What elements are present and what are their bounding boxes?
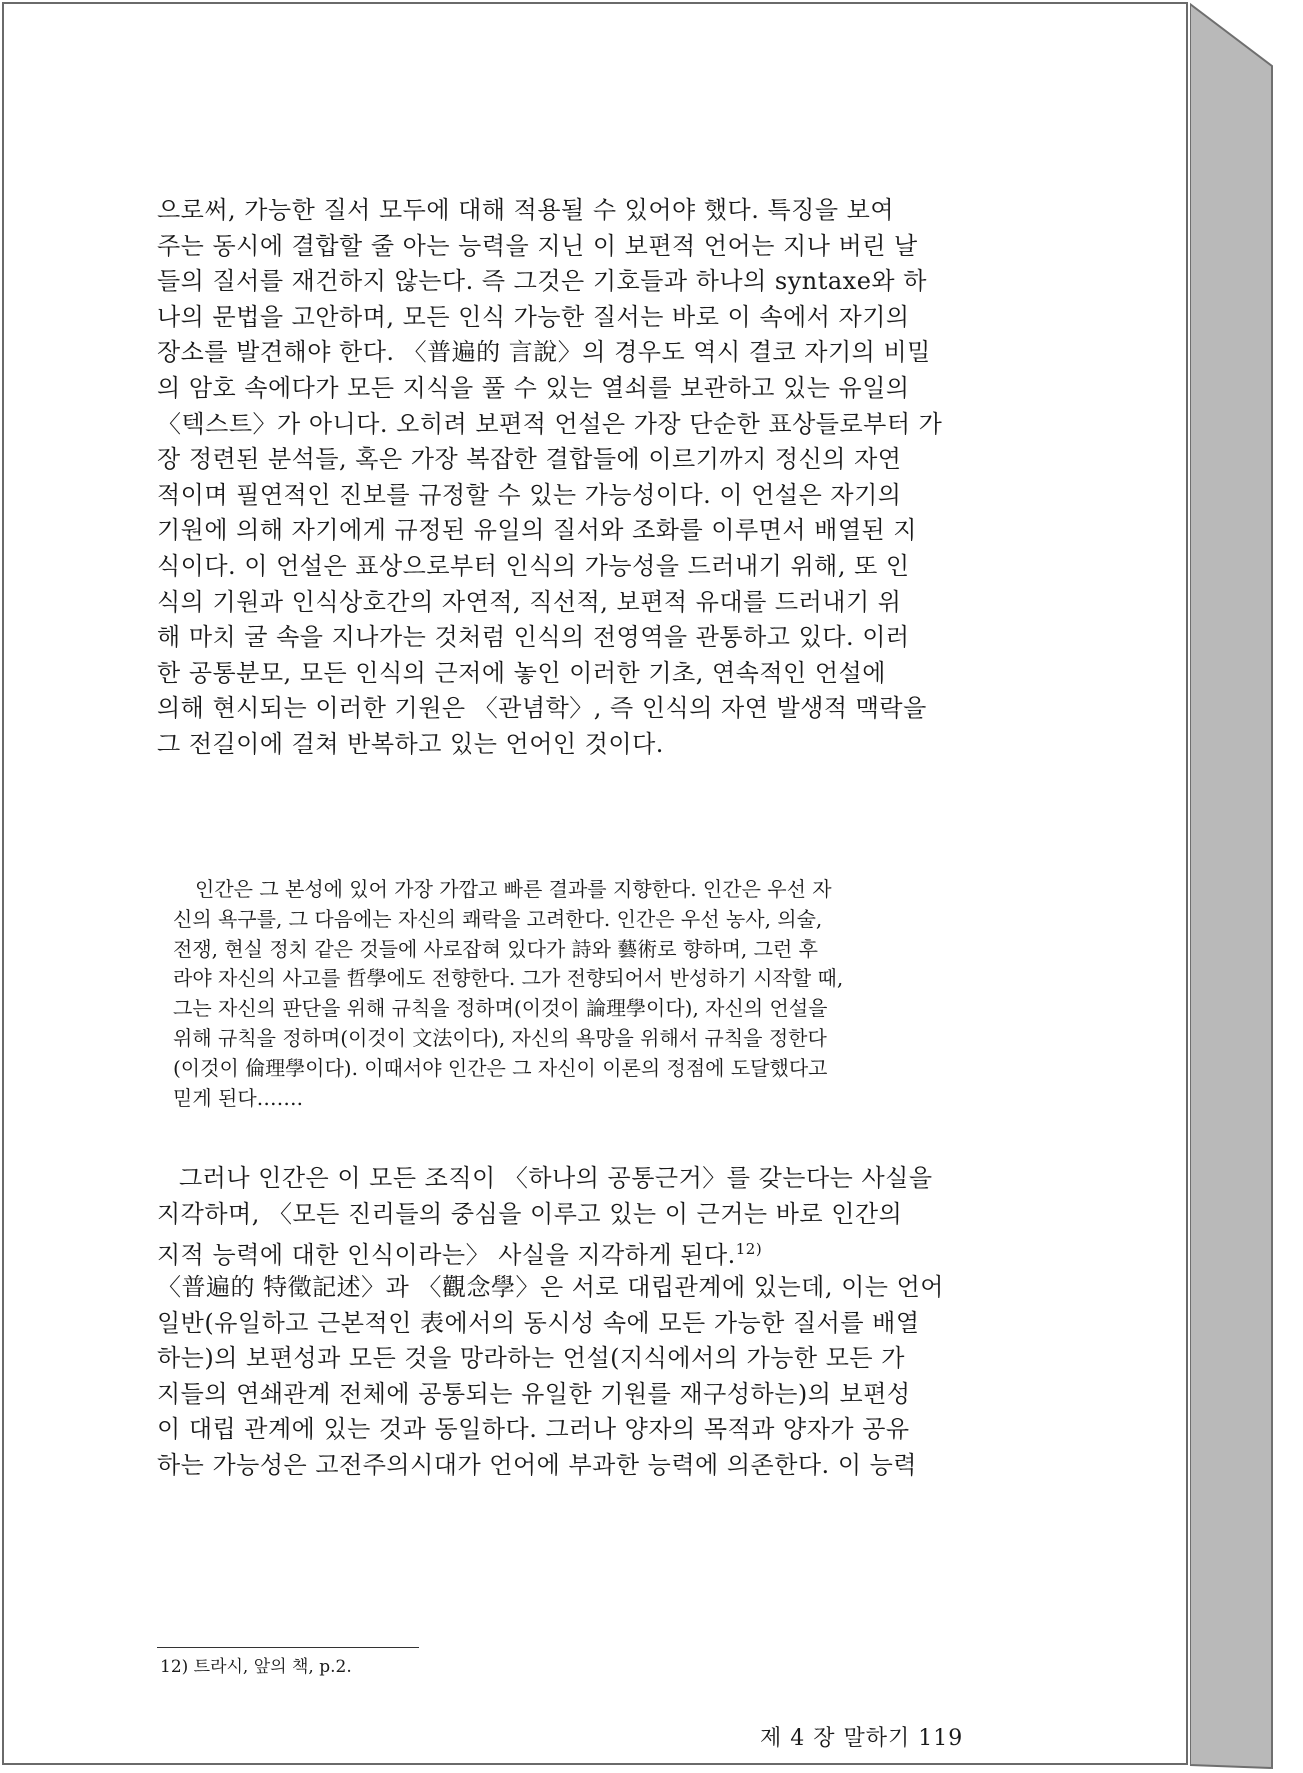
text-line: 지각하며, 〈모든 진리들의 중심을 이루고 있는 이 근거는 바로 인간의	[157, 1199, 903, 1228]
footnote-divider	[157, 1647, 419, 1648]
text-line: 적이며 필연적인 진보를 규정할 수 있는 가능성이다. 이 언설은 자기의	[157, 480, 902, 509]
text-line-content: 지적 능력에 대한 인식이라는〉 사실을 지각하게 된다.	[157, 1241, 736, 1270]
text-line: 〈텍스트〉가 아니다. 오히려 보편적 언설은 가장 단순한 표상들로부터 가	[157, 409, 943, 438]
text-line: 하는 가능성은 고전주의시대가 언어에 부과한 능력에 의존한다. 이 능력	[157, 1450, 917, 1479]
quote-line: 그는 자신의 판단을 위해 규칙을 정하며(이것이 論理學이다), 자신의 언설을	[173, 996, 828, 1021]
text-line: 으로써, 가능한 질서 모두에 대해 적용될 수 있어야 했다. 특징을 보여	[157, 196, 895, 224]
text-line: 그러나 인간은 이 모든 조직이 〈하나의 공통근거〉를 갖는다는 사실을	[179, 1164, 933, 1192]
quote-line: 신의 욕구를, 그 다음에는 자신의 쾌락을 고려한다. 인간은 우선 농사, 의술,	[173, 906, 823, 931]
text-line: 한 공통분모, 모든 인식의 근저에 놓인 이러한 기초, 연속적인 언설에	[157, 658, 886, 687]
text-line: 지들의 연쇄관계 전체에 공통되는 유일한 기원를 재구성하는)의 보편성	[157, 1379, 911, 1408]
text-line: 주는 동시에 결합할 줄 아는 능력을 지닌 이 보편적 언어는 지나 버린 날	[157, 231, 918, 260]
footnote-reference: 12)	[735, 1240, 763, 1259]
text-line: 하는)의 보편성과 모든 것을 망라하는 언설(지식에서의 가능한 모든 가	[157, 1344, 905, 1373]
quote-line: 라야 자신의 사고를 哲學에도 전향한다. 그가 전향되어서 반성하기 시작할 때,	[173, 966, 844, 991]
footnote: 12) 트라시, 앞의 책, p.2.	[160, 1657, 352, 1677]
text-line: 해 마치 굴 속을 지나가는 것처럼 인식의 전영역을 관통하고 있다. 이러	[157, 623, 910, 652]
text-line	[157, 1232, 1007, 1274]
quote-line: 인간은 그 본성에 있어 가장 가깝고 빠른 결과를 지향한다. 인간은 우선 자	[195, 877, 832, 901]
text-line: 의해 현시되는 이러한 기원은 〈관념학〉, 즉 인식의 자연 발생적 맥락을	[157, 694, 927, 723]
quote-line: 전쟁, 현실 정치 같은 것들에 사로잡혀 있다가 詩와 藝術로 향하며, 그런 후	[173, 936, 818, 961]
text-line: 장소를 발견해야 한다. 〈普遍的 言說〉의 경우도 역시 결코 자기의 비밀	[157, 338, 931, 367]
text-line: 식이다. 이 언설은 표상으로부터 인식의 가능성을 드러내기 위해, 또 인	[157, 551, 910, 580]
text-line: 일반(유일하고 근본적인 表에서의 동시성 속에 모든 가능한 질서를 배열	[157, 1308, 920, 1337]
text-line: 기원에 의해 자기에게 규정된 유일의 질서와 조화를 이루면서 배열된 지	[157, 516, 917, 545]
body-paragraph-2	[157, 1161, 1007, 1274]
text-line: 그 전길이에 걸쳐 반복하고 있는 언어인 것이다.	[157, 729, 664, 758]
text-line: 식의 기원과 인식상호간의 자연적, 직선적, 보편적 유대를 드러내기 위	[157, 587, 902, 616]
body-paragraph-3	[157, 1270, 1007, 1484]
body-paragraph-1	[157, 193, 1007, 763]
text-line: 나의 문법을 고안하며, 모든 인식 가능한 질서는 바로 이 속에서 자기의	[157, 302, 910, 331]
text-line: 들의 질서를 재건하지 않는다. 즉 그것은 기호들과 하나의 syntaxe와 하	[157, 267, 927, 296]
text-line: 〈普遍的 特徵記述〉과 〈觀念學〉은 서로 대립관계에 있는데, 이는 언어	[157, 1273, 944, 1301]
page-stack-edge	[1190, 0, 1280, 1773]
quote-line: 위해 규칙을 정하며(이것이 文法이다), 자신의 욕망을 위해서 규칙을 정한다	[173, 1025, 827, 1050]
text-line: 이 대립 관계에 있는 것과 동일하다. 그러나 양자의 목적과 양자가 공유	[157, 1415, 910, 1444]
quote-line: 믿게 된다…….	[173, 1085, 303, 1110]
quote-line: (이것이 倫理學이다). 이때서야 인간은 그 자신이 이론의 정점에 도달했다고	[173, 1055, 828, 1080]
block-quote	[173, 875, 1006, 1113]
text-line: 장 정련된 분석들, 혹은 가장 복잡한 결합들에 이르기까지 정신의 자연	[157, 445, 902, 474]
page-footer: 제 4 장 말하기 119	[760, 1726, 964, 1751]
text-line: 의 암호 속에다가 모든 지식을 풀 수 있는 열쇠를 보관하고 있는 유일의	[157, 373, 910, 402]
